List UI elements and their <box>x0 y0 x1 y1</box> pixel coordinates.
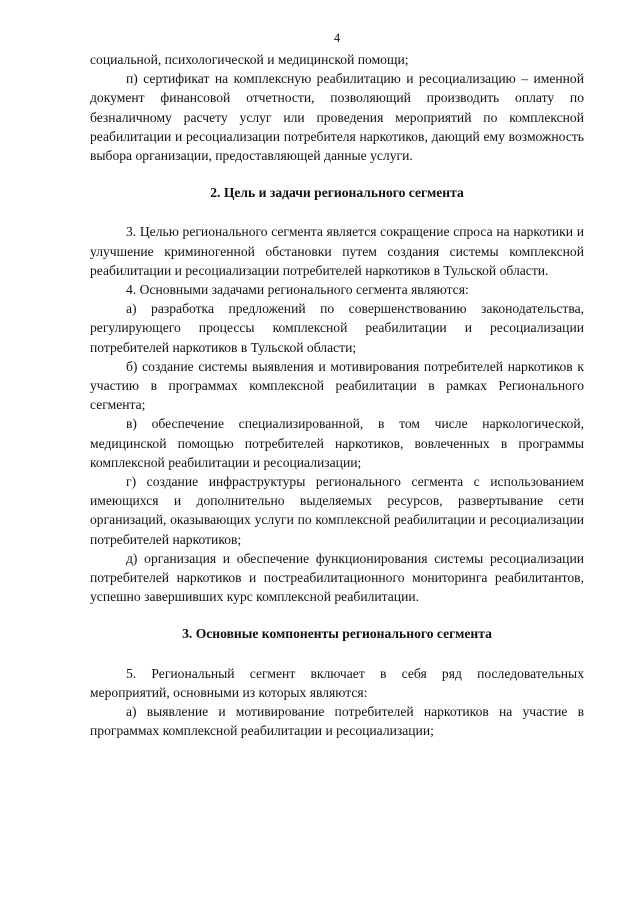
paragraph-definition-p: п) сертификат на комплексную реабилитацию и ресоциализацию – именной документ финансовой отчетности, позволяющий производить оплату по безналичному расчету услуг или проведения мероприятий по комплексной реабилитации и ресоциализации потребителя наркотиков, дающий ему возможность выбора организации, предоставляющей данные услуги. <box>90 71 584 164</box>
paragraph-continuation: социальной, психологической и медицинской помощи; <box>90 52 409 67</box>
task-item-d: д) организация и обеспечение функционирования системы ресоциализации потребителей наркотиков и постреабилитационного мониторинга реабилитантов, успешно завершивших курс комплексной реабилитации. <box>90 550 584 605</box>
spacer <box>90 606 584 624</box>
section-3-heading: 3. Основные компоненты регионального сегмента <box>182 626 492 642</box>
section-2-heading: 2. Цель и задачи регионального сегмента <box>210 185 464 201</box>
paragraph-3: 3. Целью регионального сегмента является сокращение спроса на наркотики и улучшение криминогенной обстановки путем создания системы комплексной реабилитации и ресоциализации потребителей наркотиков в Тульской области. <box>90 224 584 278</box>
spacer <box>90 202 584 222</box>
task-item-a: а) разработка предложений по совершенствованию законодательства, регулирующего процессы комплексной реабилитации и ресоциализации потребителей наркотиков в Тульской области; <box>90 301 584 355</box>
task-item-b: б) создание системы выявления и мотивирования потребителей наркотиков к участию в программах комплексной реабилитации в рамках Регионального сегмента; <box>90 358 584 413</box>
spacer <box>90 165 584 183</box>
paragraph-4: 4. Основными задачами регионального сегмента являются: <box>126 282 469 298</box>
component-item-a: а) выявление и мотивирование потребителей наркотиков на участие в программах комплексной реабилитации и ресоциализации; <box>90 704 584 739</box>
page-number: 4 <box>333 31 341 45</box>
task-item-v: в) обеспечение специализированной, в том числе наркологической, медицинской помощью потребителей наркотиков, вовлеченных в программы комплексной реабилитации и ресоциализации; <box>90 416 584 470</box>
task-item-g: г) создание инфраструктуры регионального сегмента с использованием имеющихся и дополнительно выделяемых ресурсов, развертывание сети организаций, оказывающих услуги по комплексной реабилитации и ресоциализации потребителей наркотиков; <box>90 474 584 547</box>
document-body <box>90 50 584 741</box>
paragraph-5: 5. Региональный сегмент включает в себя ряд последовательных мероприятий, основными из которых являются: <box>90 665 584 700</box>
spacer <box>90 644 584 664</box>
